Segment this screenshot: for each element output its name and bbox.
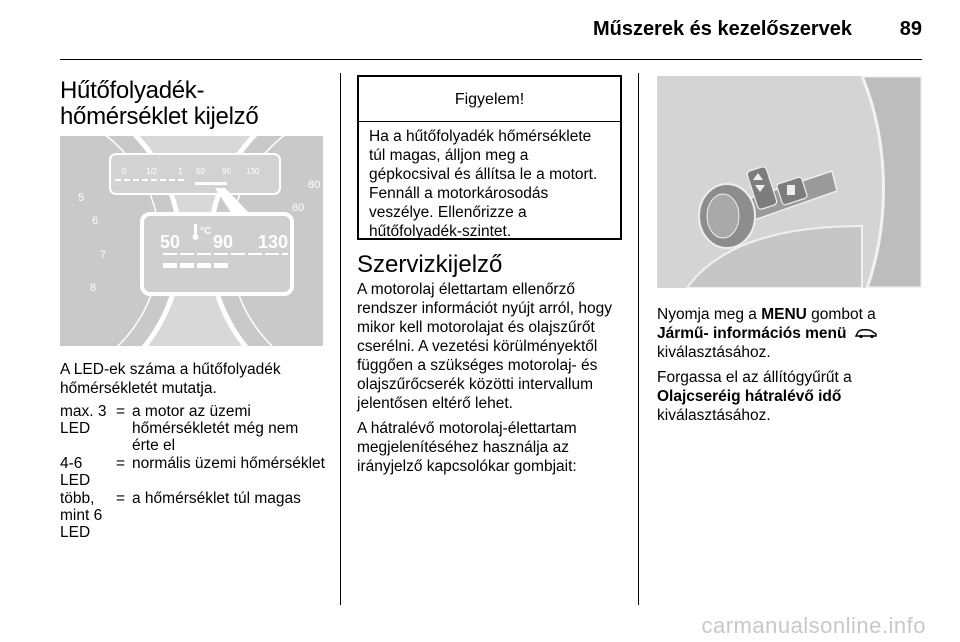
page-number: 89 (899, 18, 922, 40)
led-equals: = (116, 455, 126, 472)
instruction-1-end: kiválasztásához. (657, 344, 771, 361)
led-row (60, 455, 325, 489)
led-description: normális üzemi hőmérséklet (132, 455, 325, 472)
led-3 (197, 263, 211, 268)
instruction-1-text: Nyomja meg a (657, 306, 762, 323)
right-dial-tick-label: 60 (292, 202, 305, 214)
column-1 (60, 78, 325, 130)
led-7 (265, 253, 279, 255)
instruction-1-mid: gombot a (806, 306, 876, 323)
led-equals: = (116, 490, 126, 507)
led-6 (248, 253, 262, 255)
warning-box (357, 75, 622, 240)
gauge-top-scale-label: 90 (222, 167, 231, 176)
gauge-temperature-label: 130 (258, 232, 289, 252)
led-term: max. 3 LED (60, 403, 107, 437)
header-rule (60, 59, 922, 60)
left-dial-tick-label: 8 (90, 282, 97, 294)
instruction-1 (657, 305, 927, 362)
service-paragraph-1: A motorolaj élettartam ellenőrző rendszer információt nyújt arról, hogy mikor kell motorolajat és olajszűrőt cserélni. A vezetési körülményektől függően a szükséges motorolaj- és olajszűrőcserék közötti intervallum jelentősen eltérő lehet. (357, 281, 613, 412)
led-term: 4-6 LED (60, 455, 91, 489)
led-description: a motor az üzemi hőmérsékletét még nem érte el (132, 403, 299, 454)
left-dial-tick-label: 5 (78, 192, 85, 204)
led-5 (231, 253, 245, 255)
led-row (60, 403, 325, 454)
right-dial-tick-label: 80 (308, 179, 321, 191)
svg-text:°C: °C (200, 226, 212, 237)
section-heading-service: Szervizkijelző (357, 251, 503, 278)
watermark: carmanualsonline.info (701, 613, 926, 638)
service-body (357, 280, 632, 482)
left-dial-tick-label: 6 (92, 215, 99, 227)
led-term: több, mint 6 LED (60, 490, 103, 541)
gauge-temperature-label: 50 (160, 232, 181, 252)
gauge-top-scale-label: 0 (122, 167, 127, 176)
led-table (60, 403, 325, 542)
oil-change-remaining-name: Olajcseréig hátralévő idő (657, 388, 842, 405)
gauge-top-scale-label: 1 (178, 167, 183, 176)
menu-button-name: MENU (761, 306, 807, 323)
vehicle-info-menu-name: Jármű- információs menü (657, 325, 847, 342)
instruction-2-end: kiválasztásához. (657, 407, 771, 424)
coolant-intro: A LED-ek száma a hűtőfolyadék hőmérsékletét mutatja. (60, 361, 281, 397)
gauge-top-scale-label: 130 (246, 167, 260, 176)
warning-text: Ha a hűtőfolyadék hőmérséklete túl magas, álljon meg a gépkocsival és állítsa le a motort. Fennáll a motorkárosodás veszélye. Ellenőrizze a hűtőfolyadék-szintet. (369, 128, 598, 240)
led-1 (163, 263, 177, 268)
car-icon (854, 327, 878, 339)
page-header (60, 18, 922, 42)
gauge-top-scale-label: 1/2 (146, 167, 158, 176)
service-paragraph-2: A hátralévő motorolaj-élettartam megjelenítéséhez használja az irányjelző kapcsolókar gombjait: (357, 420, 577, 475)
menu-button-icon (787, 185, 795, 195)
led-2 (180, 263, 194, 268)
led-description: a hőmérséklet túl magas (132, 490, 301, 507)
coolant-gauge-illustration (60, 136, 323, 346)
led-row (60, 490, 325, 541)
led-4 (214, 263, 228, 268)
gauge-temperature-label: 90 (213, 232, 234, 252)
column-divider-2 (638, 73, 639, 605)
turn-signal-lever-drawing (657, 76, 922, 288)
led-equals: = (116, 403, 126, 420)
warning-title: Figyelem! (359, 77, 620, 122)
steering-lever-illustration (657, 76, 922, 288)
led-8 (282, 253, 288, 255)
gauge-top-scale-label: 50 (196, 167, 205, 176)
column-divider-1 (340, 73, 341, 605)
instrument-cluster-drawing (60, 136, 323, 346)
column-3-body (657, 305, 927, 431)
instruction-2-text: Forgassa el az állítógyűrűt a (657, 369, 852, 386)
instruction-2 (657, 368, 927, 425)
left-dial-tick-label: 7 (100, 249, 107, 261)
header-title: Műszerek és kezelőszervek (592, 18, 852, 40)
section-heading-coolant: Hűtőfolyadék-hőmérséklet kijelző (60, 77, 259, 130)
